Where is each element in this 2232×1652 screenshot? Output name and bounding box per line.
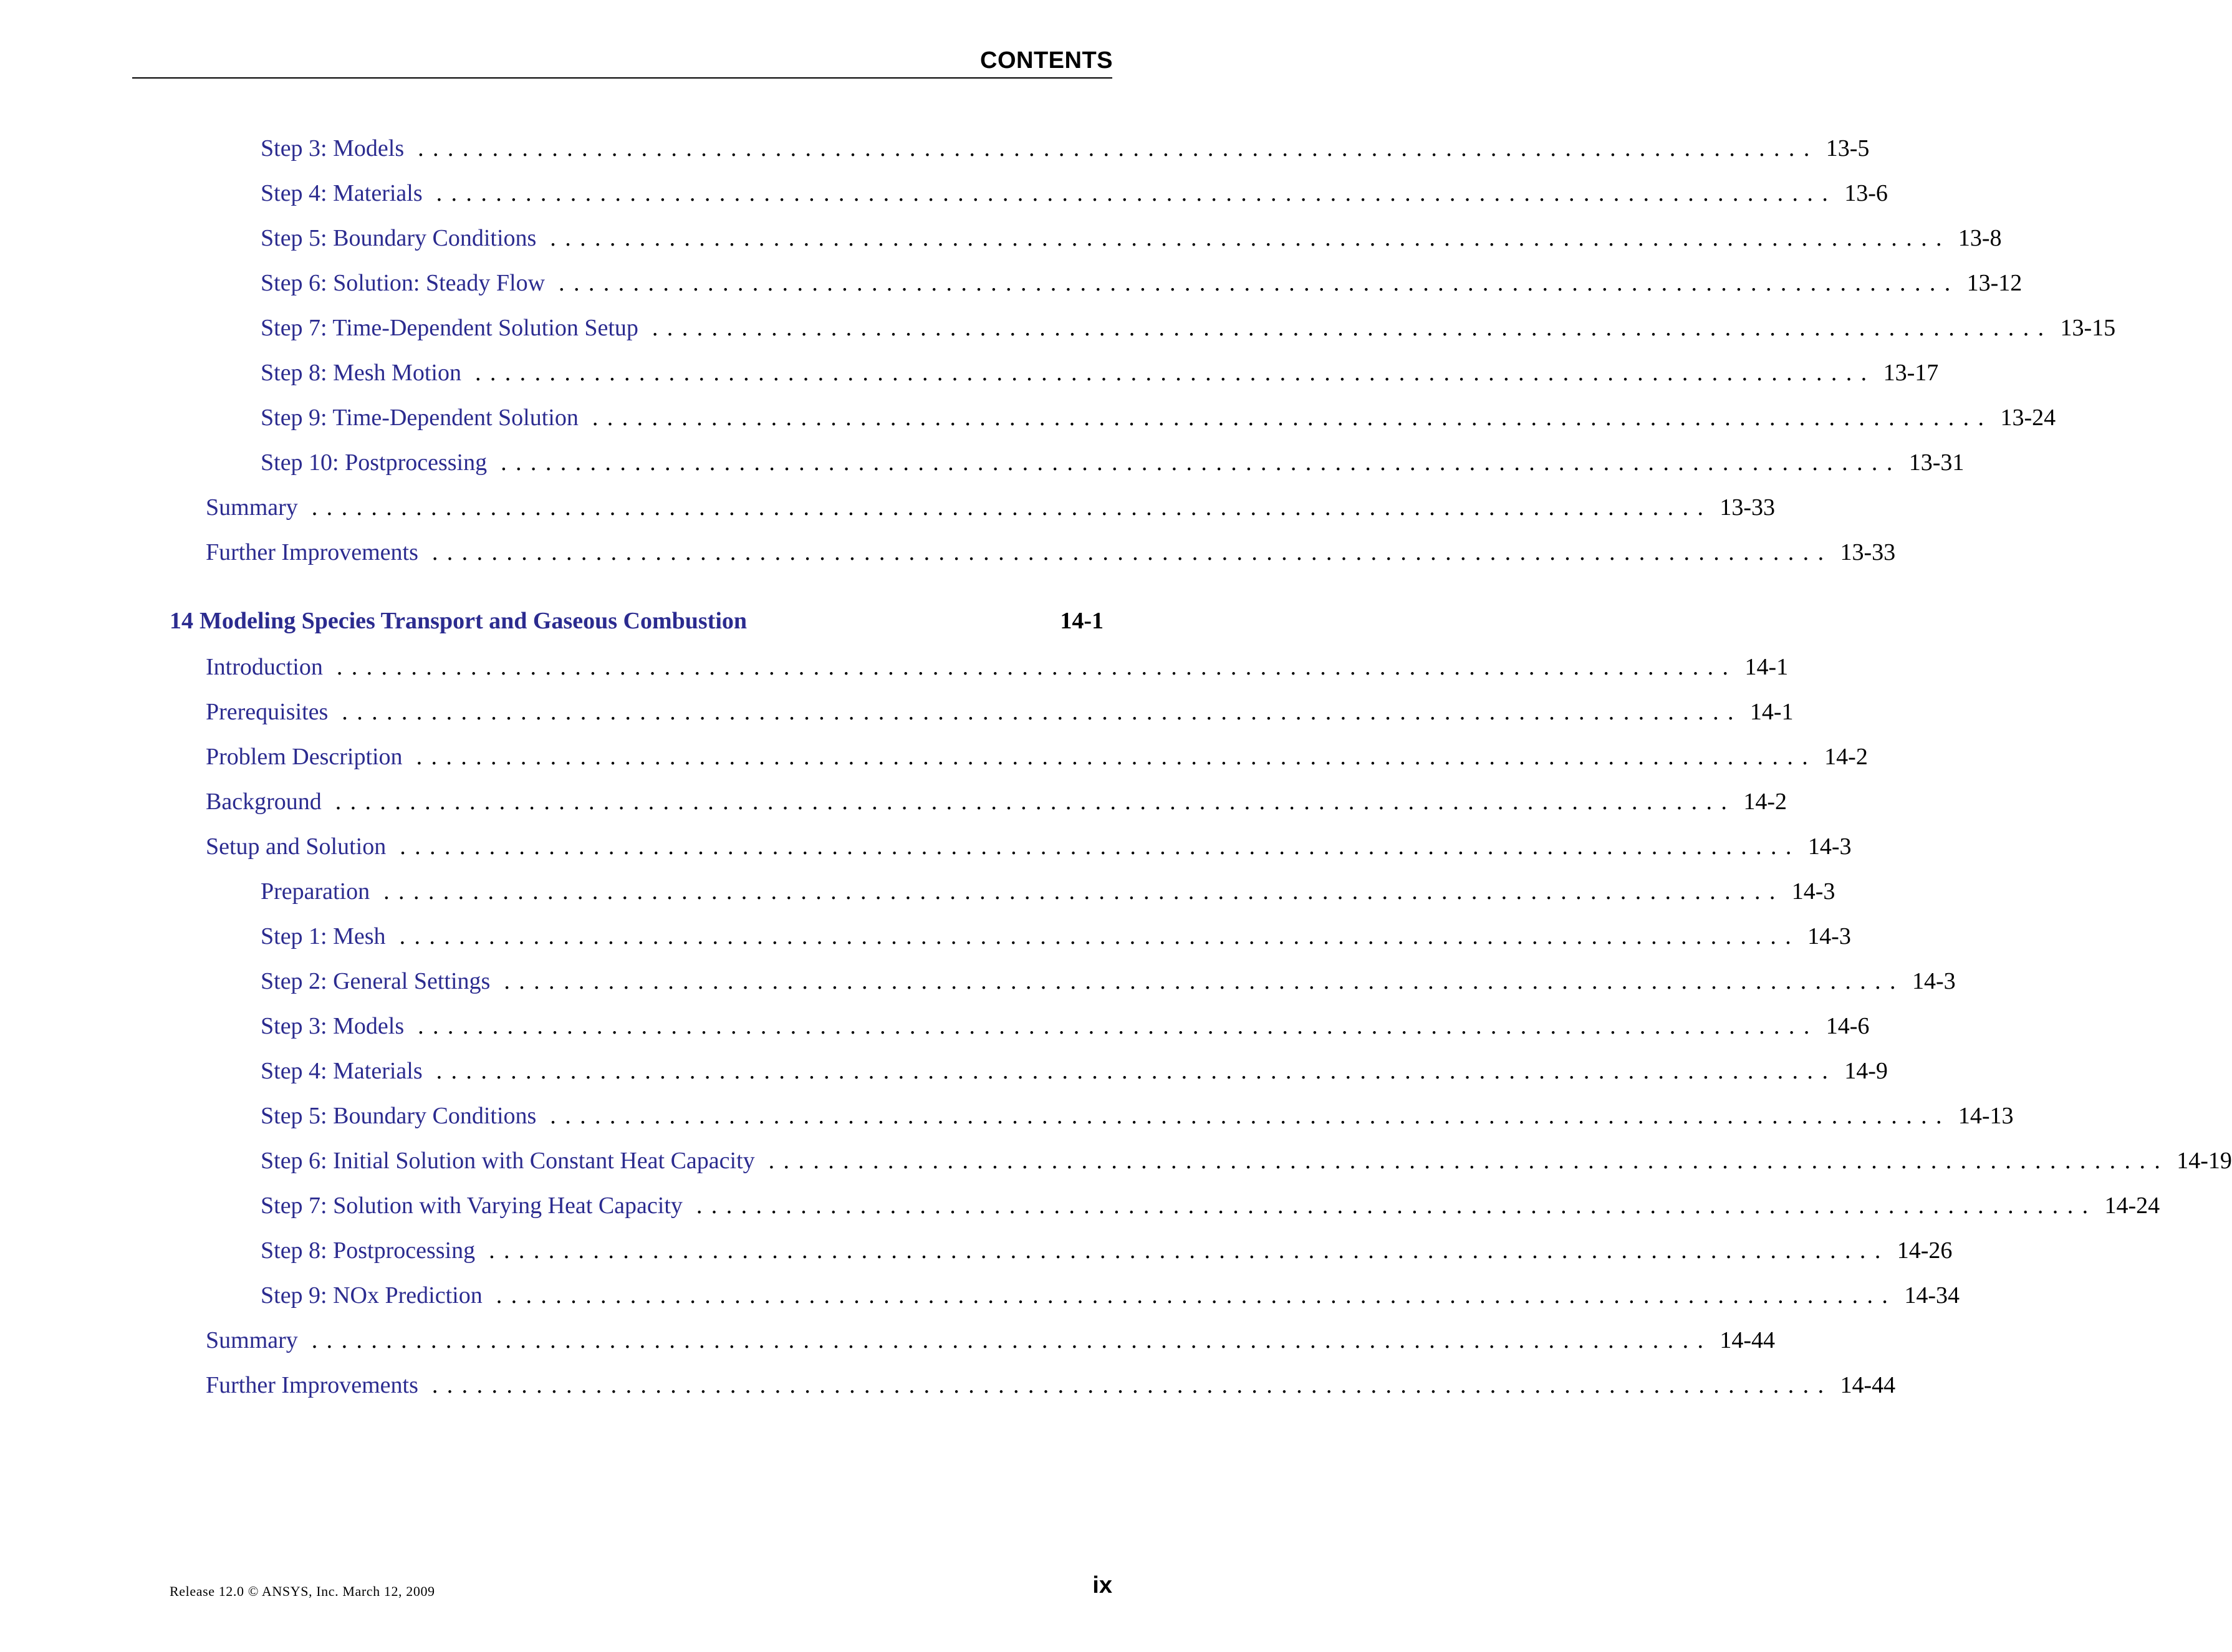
toc-entry-ch14-step1[interactable]: [261, 920, 1851, 953]
toc-entry-label[interactable]: Further Improvements: [206, 539, 418, 565]
toc-entry-label[interactable]: Step 4: Materials: [261, 1058, 423, 1084]
toc-entry-ch14-further-improvements[interactable]: [206, 1369, 1896, 1401]
dot-leader: ..............................................................................................: [592, 405, 1993, 431]
toc-entry-page: 13-6: [1844, 180, 1888, 206]
toc-chapter-page: 14-1: [1060, 608, 1104, 634]
toc-entry-ch14-step5[interactable]: [261, 1100, 2014, 1132]
header-rule: [132, 77, 1112, 79]
toc-entry-ch14-step3[interactable]: [261, 1010, 1870, 1042]
toc-chapter-14[interactable]: [170, 605, 1104, 637]
toc-entry-ch13-step6[interactable]: [261, 267, 2023, 299]
toc-entry-ch13-step10[interactable]: [261, 446, 1965, 479]
toc-entry-page: 13-12: [1966, 270, 2023, 296]
toc-entry-label[interactable]: Step 6: Solution: Steady Flow: [261, 270, 546, 296]
toc-entry-page: 13-33: [1840, 539, 1896, 565]
dot-leader: ..............................................................................................: [418, 135, 1819, 161]
toc-entry-ch14-step9[interactable]: [261, 1279, 1960, 1312]
toc-entry-page: 13-24: [2000, 405, 2056, 431]
toc-entry-label[interactable]: Step 10: Postprocessing: [261, 449, 488, 476]
chapter-title: Modeling Species Transport and Gaseous Combustion: [200, 608, 748, 634]
dot-leader: ..............................................................................................: [768, 1148, 2170, 1174]
toc-entry-label[interactable]: Step 8: Mesh Motion: [261, 360, 461, 386]
dot-leader: ..............................................................................................: [335, 789, 1736, 815]
toc-entry-ch14-preparation[interactable]: [261, 875, 1835, 908]
toc-entry-label[interactable]: Step 7: Time-Dependent Solution Setup: [261, 315, 638, 341]
toc-entry-label[interactable]: Further Improvements: [206, 1372, 418, 1398]
page-header-title: CONTENTS: [980, 47, 1113, 74]
toc-entry-ch14-step6[interactable]: [261, 1145, 2232, 1177]
toc-entry-page: 13-15: [2060, 315, 2116, 341]
toc-entry-page: 13-33: [1720, 494, 1776, 521]
toc-entry-ch14-setup-and-solution[interactable]: [206, 830, 1852, 863]
dot-leader: ..............................................................................................: [418, 1013, 1819, 1039]
dot-leader: ..............................................................................................: [696, 1193, 2097, 1219]
toc-entry-page: 14-3: [1912, 968, 1956, 994]
toc-entry-page: 14-1: [1749, 699, 1794, 725]
toc-entry-label[interactable]: Step 3: Models: [261, 135, 405, 161]
toc-entry-page: 14-24: [2104, 1193, 2160, 1219]
toc-entry-label[interactable]: Background: [206, 789, 322, 815]
toc-entry-ch14-step2[interactable]: [261, 965, 1956, 997]
dot-leader: ..............................................................................................: [383, 878, 1784, 905]
toc-entry-page: 13-5: [1826, 135, 1870, 161]
dot-leader: ..............................................................................................: [436, 180, 1837, 206]
dot-leader: ..............................................................................................: [342, 699, 1743, 725]
toc-entry-page: 13-31: [1908, 449, 1965, 476]
toc-entry-label[interactable]: Introduction: [206, 654, 323, 680]
dot-leader: ..............................................................................................: [431, 539, 1833, 565]
footer-page-number: ix: [1092, 1572, 1112, 1598]
toc-entry-page: 13-8: [1958, 225, 2002, 251]
toc-entry-ch14-background[interactable]: [206, 785, 1787, 818]
toc-entry-ch14-summary[interactable]: [206, 1324, 1776, 1357]
toc-entry-label[interactable]: Step 5: Boundary Conditions: [261, 1103, 537, 1129]
toc-entry-ch13-summary[interactable]: [206, 491, 1776, 524]
toc-entry-ch14-step7[interactable]: [261, 1189, 2160, 1222]
dot-leader: ..............................................................................................: [311, 1327, 1713, 1353]
dot-leader: ..............................................................................................: [336, 654, 1738, 680]
toc-entry-page: 14-1: [1744, 654, 1789, 680]
chapter-number: 14: [170, 608, 193, 634]
dot-leader: ..............................................................................................: [496, 1282, 1897, 1309]
toc-entry-ch13-further-improvements[interactable]: [206, 536, 1896, 569]
dot-leader: ..............................................................................................: [550, 1103, 1951, 1129]
dot-leader: ..............................................................................................: [431, 1372, 1833, 1398]
dot-leader: ..............................................................................................: [400, 833, 1801, 860]
toc-entry-page: 14-3: [1807, 923, 1851, 949]
dot-leader: ..............................................................................................: [474, 360, 1876, 386]
dot-leader: ..............................................................................................: [504, 968, 1905, 994]
toc-entry-ch13-step7[interactable]: [261, 312, 2116, 344]
toc-entry-page: 14-2: [1743, 789, 1787, 815]
dot-leader: ..............................................................................................: [559, 270, 1960, 296]
toc-entry-ch14-step4[interactable]: [261, 1055, 1888, 1087]
toc-entry-ch14-introduction[interactable]: [206, 651, 1789, 683]
toc-entry-ch14-problem-description[interactable]: [206, 741, 1868, 773]
toc-entry-label[interactable]: Summary: [206, 494, 298, 521]
toc-entry-label[interactable]: Step 2: General Settings: [261, 968, 491, 994]
toc-entry-label[interactable]: Step 5: Boundary Conditions: [261, 225, 537, 251]
toc-entry-ch13-step9[interactable]: [261, 401, 2056, 434]
toc-entry-page: 14-9: [1844, 1058, 1888, 1084]
dot-leader: ..............................................................................................: [501, 449, 1902, 476]
toc-entry-page: 14-3: [1807, 833, 1852, 860]
toc-entry-label[interactable]: Problem Description: [206, 744, 403, 770]
toc-entry-page: 14-44: [1720, 1327, 1776, 1353]
toc-entry-label[interactable]: Step 9: NOx Prediction: [261, 1282, 483, 1309]
toc-entry-page: 14-19: [2177, 1148, 2232, 1174]
toc-entry-label[interactable]: Step 3: Models: [261, 1013, 405, 1039]
toc-entry-page: 14-3: [1791, 878, 1835, 905]
footer-release-note: Release 12.0 © ANSYS, Inc. March 12, 2009: [170, 1583, 435, 1599]
dot-leader: ..............................................................................................: [416, 744, 1817, 770]
toc-entry-ch13-step4[interactable]: [261, 177, 1888, 209]
toc-entry-ch13-step3[interactable]: [261, 132, 1870, 165]
toc-chapter-label[interactable]: [170, 605, 747, 637]
toc-entry-ch14-prerequisites[interactable]: [206, 696, 1794, 728]
toc-entry-page: 14-6: [1826, 1013, 1870, 1039]
toc-entry-label[interactable]: Setup and Solution: [206, 833, 387, 860]
dot-leader: ..............................................................................................: [489, 1237, 1890, 1264]
toc-entry-page: 14-26: [1897, 1237, 1953, 1264]
toc-entry-label[interactable]: Summary: [206, 1327, 298, 1353]
toc-entry-page: 14-13: [1958, 1103, 2014, 1129]
dot-leader: ..............................................................................................: [436, 1058, 1837, 1084]
toc-entry-label[interactable]: Step 7: Solution with Varying Heat Capacity: [261, 1193, 683, 1219]
toc-entry-label[interactable]: Preparation: [261, 878, 370, 905]
toc-entry-page: 14-2: [1824, 744, 1868, 770]
toc-entry-ch13-step5[interactable]: [261, 222, 2002, 254]
dot-leader: ..............................................................................................: [652, 315, 2053, 341]
toc-entry-label[interactable]: Step 1: Mesh: [261, 923, 386, 949]
toc-entry-label[interactable]: Prerequisites: [206, 699, 329, 725]
toc-entry-page: 14-34: [1904, 1282, 1960, 1309]
toc-entry-ch13-step8[interactable]: [261, 357, 1939, 389]
toc-entry-page: 14-44: [1840, 1372, 1896, 1398]
dot-leader: ..............................................................................................: [399, 923, 1801, 949]
toc-entry-page: 13-17: [1883, 360, 1939, 386]
toc-entry-ch14-step8[interactable]: [261, 1234, 1953, 1267]
toc-entry-label[interactable]: Step 4: Materials: [261, 180, 423, 206]
dot-leader: ..............................................................................................: [311, 494, 1713, 521]
toc-entry-label[interactable]: Step 9: Time-Dependent Solution: [261, 405, 579, 431]
toc-entry-label[interactable]: Step 6: Initial Solution with Constant Heat Capacity: [261, 1148, 755, 1174]
dot-leader: ..............................................................................................: [550, 225, 1951, 251]
toc-entry-label[interactable]: Step 8: Postprocessing: [261, 1237, 476, 1264]
